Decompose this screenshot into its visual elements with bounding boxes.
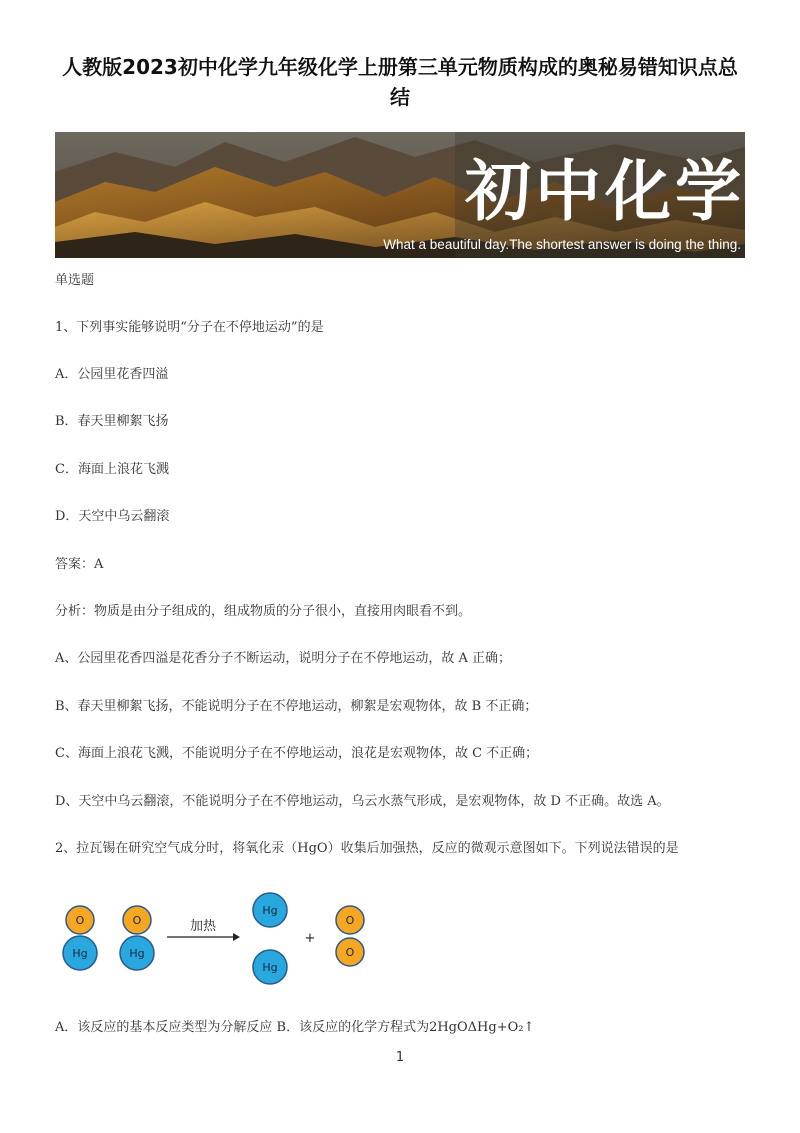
q1-answer: 答案：A	[55, 557, 104, 572]
title-line-2: 结	[390, 85, 410, 109]
banner-calligraphy: 初中化学	[465, 152, 745, 230]
q1-option-a: A．公园里花香四溢	[55, 367, 169, 382]
mercury-atom-label: Hg	[72, 947, 88, 960]
hgo-molecule-1	[63, 906, 97, 970]
oxygen-product	[336, 906, 364, 966]
mercury-product	[253, 893, 287, 984]
title-line-1: 人教版2023初中化学九年级化学上册第三单元物质构成的奥秘易错知识点总	[62, 55, 738, 79]
q1-explanation-c: C、海面上浪花飞溅，不能说明分子在不停地运动，浪花是宏观物体，故 C 不正确；	[55, 746, 539, 761]
mercury-atom-label: Hg	[129, 947, 145, 960]
q1-analysis: 分析：物质是由分子组成的，组成物质的分子很小，直接用肉眼看不到。	[55, 604, 472, 619]
page-number: 1	[395, 1050, 405, 1065]
oxygen-atom-label: O	[345, 914, 355, 927]
q1-explanation-a: A、公园里花香四溢是花香分子不断运动，说明分子在不停地运动，故 A 正确；	[55, 651, 512, 666]
q1-option-c: C．海面上浪花飞溅	[55, 462, 169, 477]
oxygen-atom-label: O	[75, 914, 85, 927]
mercury-atom-label: Hg	[262, 904, 278, 917]
q1-option-b: B．春天里柳絮飞扬	[55, 414, 169, 429]
banner-image	[55, 132, 745, 258]
q1-explanation-b: B、春天里柳絮飞扬，不能说明分子在不停地运动，柳絮是宏观物体，故 B 不正确；	[55, 699, 538, 714]
heat-label: 加热	[189, 919, 217, 934]
q2-options-ab: A．该反应的基本反应类型为分解反应 B．该反应的化学方程式为2HgOΔHg+O₂↑	[55, 1020, 535, 1035]
q1-option-d: D．天空中乌云翻滚	[55, 509, 170, 524]
oxygen-atom-label: O	[132, 914, 142, 927]
plus-sign: +	[304, 931, 316, 946]
q2-stem: 2、拉瓦锡在研究空气成分时，将氧化汞（HgO）收集后加强热，反应的微观示意图如下。下列说法错误的是	[55, 841, 679, 856]
reaction-arrow	[167, 918, 240, 941]
section-label: 单选题	[55, 273, 95, 288]
reaction-diagram	[55, 890, 385, 990]
mercury-atom-label: Hg	[262, 961, 278, 974]
q1-explanation-d: D、天空中乌云翻滚，不能说明分子在不停地运动，乌云水蒸气形成，是宏观物体，故 D 不正确。故选 A。	[55, 794, 670, 809]
document-title	[50, 52, 750, 112]
oxygen-atom-label: O	[345, 946, 355, 959]
q1-stem: 1、下列事实能够说明“分子在不停地运动”的是	[55, 320, 324, 335]
banner-motto: What a beautiful day.The shortest answer is doing the thing.	[383, 237, 741, 252]
hgo-molecule-2	[120, 906, 154, 970]
